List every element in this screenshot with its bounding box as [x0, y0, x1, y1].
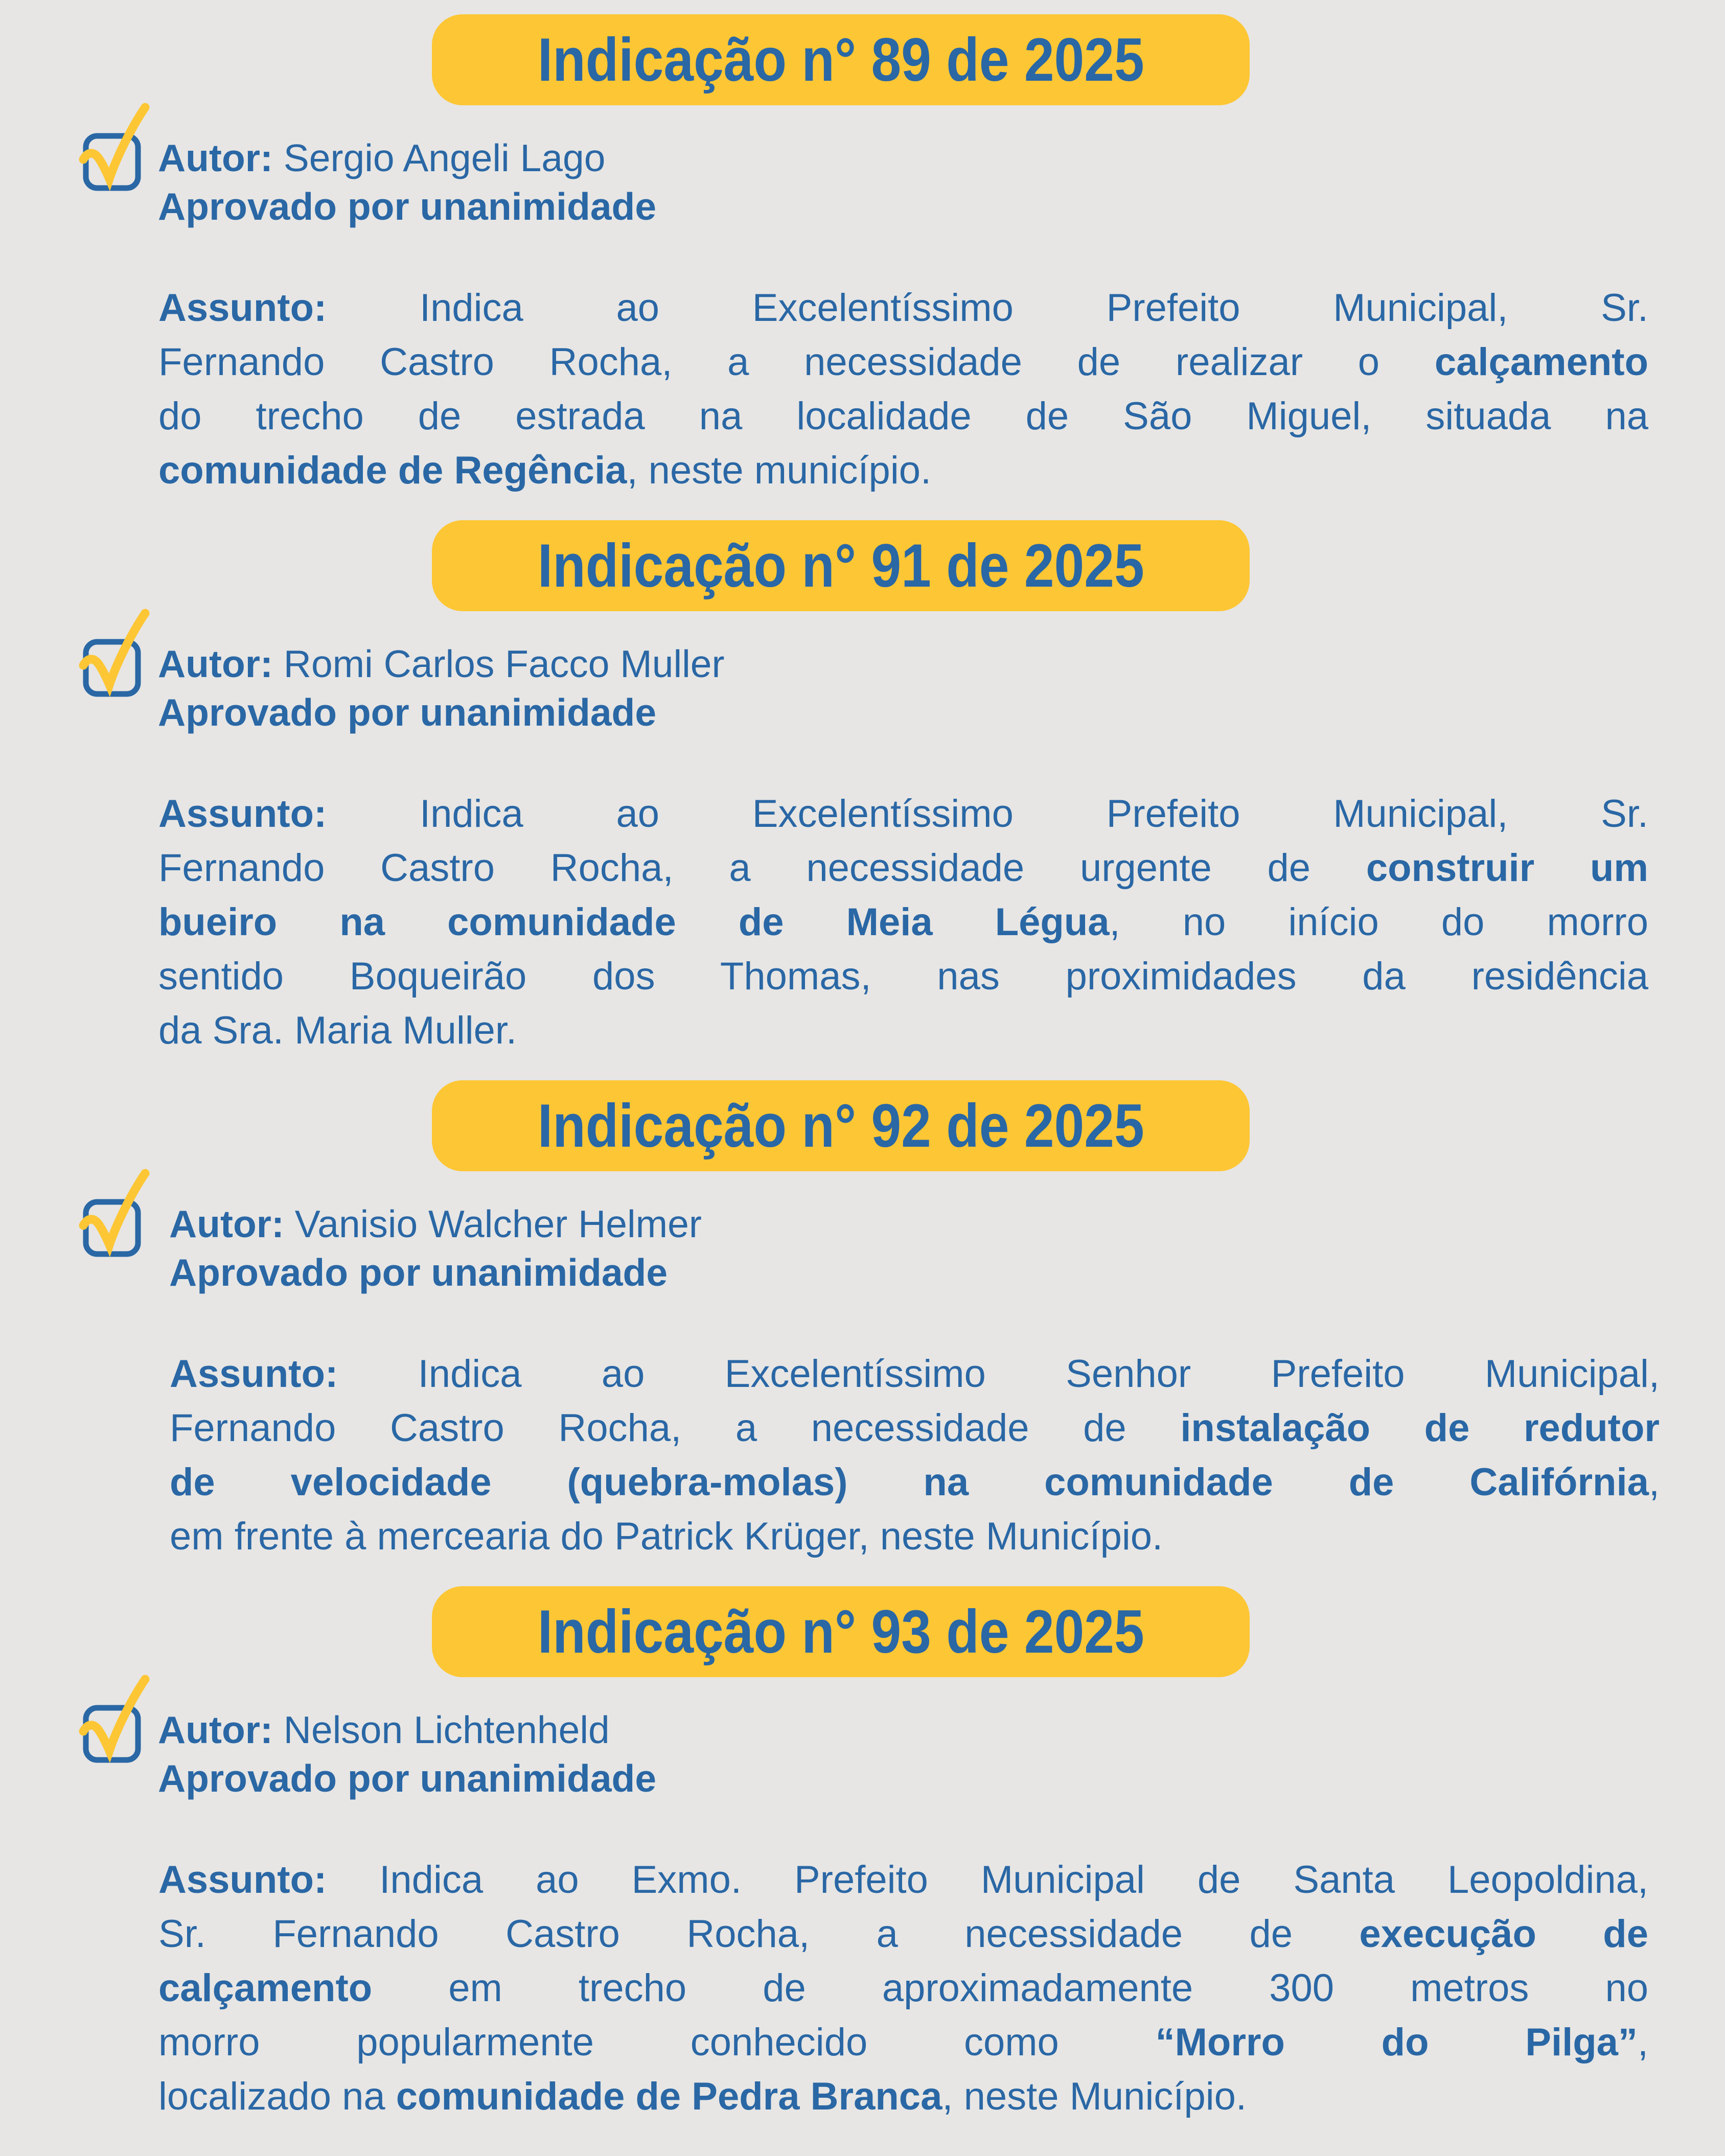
text-run: em trecho de aproximadamente 300 metros no	[372, 1966, 1648, 2010]
text-run: localizado na	[158, 2075, 396, 2118]
assunto-line	[158, 1961, 1648, 2015]
section-title: Indicação n° 89 de 2025	[537, 26, 1144, 94]
assunto-paragraph	[158, 1853, 1648, 2124]
text-run: bueiro na comunidade de Meia Légua	[158, 900, 1110, 944]
assunto-line	[158, 335, 1648, 389]
text-run: , neste Município.	[942, 2075, 1247, 2118]
section-title-badge	[432, 520, 1250, 611]
text-run: calçamento	[158, 1966, 373, 2010]
author-name: Romi Carlos Facco Muller	[272, 642, 725, 685]
checkbox-checked-icon	[82, 1170, 151, 1256]
author-row	[82, 1706, 1648, 1803]
text-run: Assunto:	[158, 792, 327, 836]
author-text	[169, 1200, 702, 1297]
author-row	[82, 134, 1648, 231]
text-run: de velocidade (quebra-molas) na comunidade de Califórnia	[170, 1460, 1649, 1504]
assunto-line	[170, 1401, 1660, 1455]
author-row	[82, 1200, 1648, 1297]
assunto-line	[158, 1853, 1648, 1907]
section-title-badge	[432, 1586, 1250, 1677]
author-line	[158, 640, 724, 688]
text-run: , no início do morro	[1109, 900, 1648, 944]
text-run: Indica ao Excelentíssimo Prefeito Municipal, Sr.	[327, 792, 1648, 836]
assunto-line	[158, 895, 1648, 949]
assunto-line	[170, 1347, 1660, 1401]
assunto-line	[158, 281, 1648, 335]
approval-status: Aprovado por unanimidade	[158, 691, 657, 734]
text-run: Indica ao Excelentíssimo Prefeito Municipal, Sr.	[327, 286, 1648, 330]
text-run: da Sra. Maria Muller.	[158, 1009, 517, 1052]
assunto-line	[158, 2070, 1648, 2124]
text-run: Fernando Castro Rocha, a necessidade urgente de	[158, 846, 1366, 890]
text-run: sentido Boqueirão dos Thomas, nas proximidades da residência	[158, 955, 1648, 998]
author-text	[158, 134, 656, 231]
checkbox-checked-icon	[82, 1676, 151, 1762]
author-name: Vanisio Walcher Helmer	[284, 1202, 702, 1245]
assunto-line	[170, 1510, 1660, 1564]
text-run: comunidade de Pedra Branca	[396, 2075, 942, 2118]
assunto-line	[158, 2015, 1648, 2070]
assunto-paragraph	[158, 787, 1648, 1058]
assunto-line	[158, 1907, 1648, 1961]
text-run: execução de	[1359, 1912, 1648, 1956]
author-row	[82, 640, 1648, 737]
text-run: em frente à mercearia do Patrick Krüger, neste Município.	[170, 1515, 1163, 1558]
text-run: Fernando Castro Rocha, a necessidade de	[170, 1406, 1181, 1450]
section-title: Indicação n° 93 de 2025	[537, 1597, 1144, 1666]
section-indicacao-91	[82, 520, 1648, 1058]
author-text	[158, 640, 724, 737]
author-text	[158, 1706, 656, 1803]
author-name: Sergio Angeli Lago	[272, 136, 606, 179]
text-run: do trecho de estrada na localidade de São Miguel, situada na	[158, 395, 1648, 438]
assunto-line	[158, 949, 1648, 1004]
assunto-paragraph	[158, 281, 1648, 498]
text-run: ,	[1637, 2021, 1649, 2064]
text-run: “Morro do Pilga”	[1155, 2021, 1638, 2064]
text-run: Indica ao Exmo. Prefeito Municipal de Santa Leopoldina,	[327, 1858, 1648, 1902]
section-indicacao-89	[82, 14, 1648, 498]
checkbox-checked-icon	[82, 104, 151, 190]
text-run: , neste município.	[627, 449, 932, 492]
section-title-badge	[432, 1080, 1250, 1171]
text-run: construir um	[1366, 846, 1648, 890]
section-title: Indicação n° 92 de 2025	[537, 1092, 1144, 1160]
author-name: Nelson Lichtenheld	[272, 1708, 610, 1751]
author-label: Autor:	[158, 1708, 273, 1751]
author-line	[169, 1200, 702, 1248]
text-run: instalação de redutor	[1180, 1406, 1660, 1450]
checkbox-checked-icon	[82, 610, 151, 696]
text-run: morro popularmente conhecido como	[158, 2021, 1156, 2064]
assunto-line	[158, 1004, 1648, 1058]
text-run: Indica ao Excelentíssimo Senhor Prefeito Municipal,	[338, 1352, 1660, 1396]
section-title: Indicação n° 91 de 2025	[537, 531, 1144, 600]
approval-status: Aprovado por unanimidade	[158, 1757, 657, 1800]
text-run: Assunto:	[158, 1858, 327, 1902]
text-run: Sr. Fernando Castro Rocha, a necessidade de	[158, 1912, 1360, 1956]
author-label: Autor:	[158, 642, 273, 685]
section-indicacao-93	[82, 1586, 1648, 2124]
author-line	[158, 1706, 656, 1754]
section-title-badge	[432, 14, 1250, 105]
text-run: ,	[1648, 1460, 1660, 1504]
text-run: Assunto:	[170, 1352, 338, 1396]
author-label: Autor:	[158, 136, 273, 179]
assunto-line	[158, 841, 1648, 895]
approval-status: Aprovado por unanimidade	[158, 185, 657, 228]
author-line	[158, 134, 656, 182]
assunto-paragraph	[170, 1347, 1660, 1564]
assunto-line	[170, 1455, 1660, 1510]
assunto-line	[158, 787, 1648, 841]
assunto-line	[158, 389, 1648, 444]
text-run: comunidade de Regência	[158, 449, 627, 492]
assunto-line	[158, 444, 1648, 498]
approval-status: Aprovado por unanimidade	[169, 1251, 668, 1294]
text-run: Assunto:	[158, 286, 327, 330]
section-indicacao-92	[82, 1080, 1660, 1564]
text-run: Fernando Castro Rocha, a necessidade de realizar o	[158, 340, 1435, 384]
author-label: Autor:	[169, 1202, 284, 1245]
text-run: calçamento	[1434, 340, 1648, 384]
